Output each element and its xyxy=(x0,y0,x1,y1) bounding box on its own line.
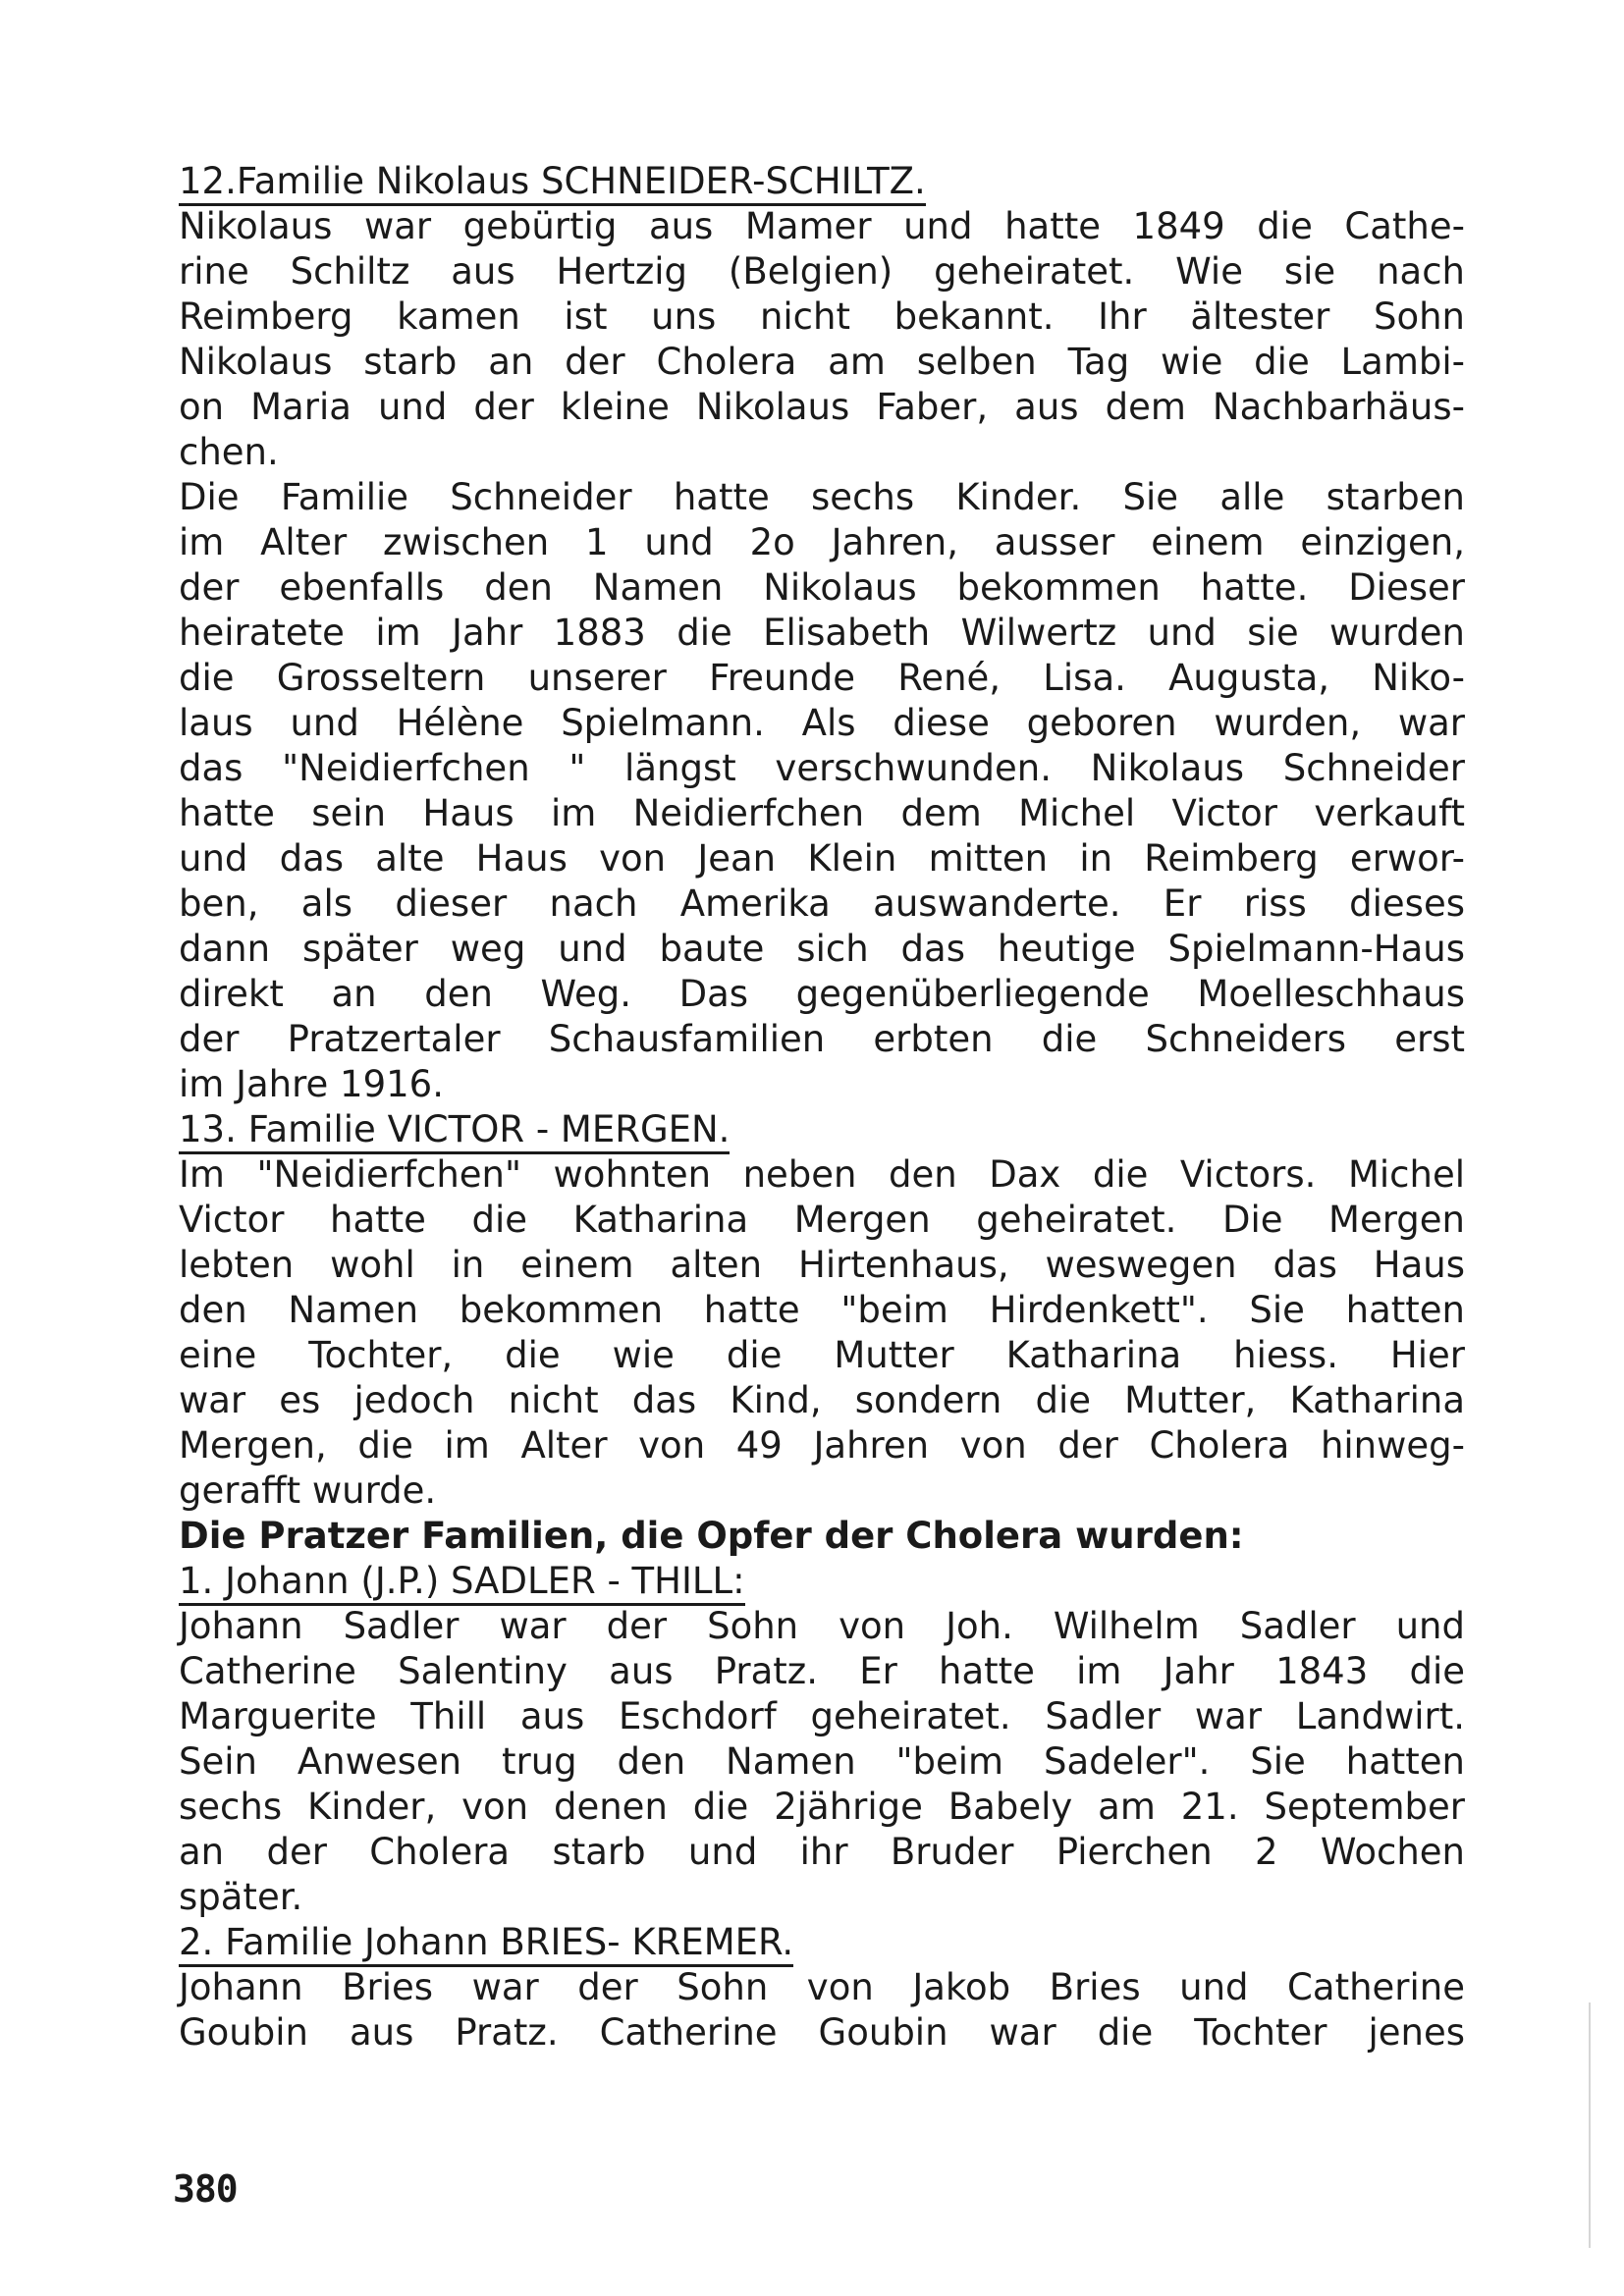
text-line: ben, als dieser nach Amerika auswanderte. Er riss dieses xyxy=(179,882,1465,925)
text-line: Im "Neidierfchen" wohnten neben den Dax die Victors. Michel xyxy=(179,1153,1465,1196)
text-line: chen. xyxy=(179,431,279,473)
section-heading: 13. Familie VICTOR - MERGEN. xyxy=(179,1107,1465,1152)
text-line: on Maria und der kleine Nikolaus Faber, aus dem Nachbarhäus- xyxy=(179,386,1465,428)
text-line: hatte sein Haus im Neidierfchen dem Michel Victor verkauft xyxy=(179,792,1465,834)
text-line: Marguerite Thill aus Eschdorf geheiratet. Sadler war Landwirt. xyxy=(179,1695,1465,1737)
text-line: Goubin aus Pratz. Catherine Goubin war die Tochter jenes xyxy=(179,2011,1465,2054)
text-line: Catherine Salentiny aus Pratz. Er hatte im Jahr 1843 die xyxy=(179,1650,1465,1692)
text-line: heiratete im Jahr 1883 die Elisabeth Wilwertz und sie wurden xyxy=(179,612,1465,654)
bold-heading: Die Pratzer Familien, die Opfer der Cholera wurden: xyxy=(179,1515,1244,1557)
section-heading: 12.Familie Nikolaus SCHNEIDER-SCHILTZ. xyxy=(179,159,1465,204)
text-line: der Pratzertaler Schausfamilien erbten die Schneiders erst xyxy=(179,1018,1465,1060)
text-line: war es jedoch nicht das Kind, sondern die Mutter, Katharina xyxy=(179,1379,1465,1421)
text-line: direkt an den Weg. Das gegenüberliegende Moelleschhaus xyxy=(179,973,1465,1015)
text-line: der ebenfalls den Namen Nikolaus bekommen hatte. Dieser xyxy=(179,566,1465,609)
text-line: und das alte Haus von Jean Klein mitten in Reimberg erwor- xyxy=(179,837,1465,880)
text-line: sechs Kinder, von denen die 2jährige Babely am 21. September xyxy=(179,1786,1465,1828)
text-line: eine Tochter, die wie die Mutter Katharina hiess. Hier xyxy=(179,1334,1465,1376)
text-line: rine Schiltz aus Hertzig (Belgien) geheiratet. Wie sie nach xyxy=(179,250,1465,293)
text-line: Reimberg kamen ist uns nicht bekannt. Ihr ältester Sohn xyxy=(179,295,1465,338)
text-line: gerafft wurde. xyxy=(179,1469,437,1512)
text-line: später. xyxy=(179,1876,303,1918)
text-line: das "Neidierfchen " längst verschwunden. Nikolaus Schneider xyxy=(179,747,1465,789)
text-line: die Grosseltern unserer Freunde René, Lisa. Augusta, Niko- xyxy=(179,657,1465,699)
text-line: laus und Hélène Spielmann. Als diese geboren wurden, war xyxy=(179,702,1465,744)
text-line: Victor hatte die Katharina Mergen geheiratet. Die Mergen xyxy=(179,1199,1465,1241)
text-line: an der Cholera starb und ihr Bruder Pierchen 2 Wochen xyxy=(179,1831,1465,1873)
text-line: Nikolaus war gebürtig aus Mamer und hatte 1849 die Cathe- xyxy=(179,205,1465,247)
text-line: Johann Sadler war der Sohn von Joh. Wilhelm Sadler und xyxy=(179,1605,1465,1647)
text-line: Nikolaus starb an der Cholera am selben Tag wie die Lambi- xyxy=(179,341,1465,383)
section-heading: 2. Familie Johann BRIES- KREMER. xyxy=(179,1920,1465,1965)
text-line: Sein Anwesen trug den Namen "beim Sadeler". Sie hatten xyxy=(179,1740,1465,1783)
page-body xyxy=(179,159,1465,2056)
text-line: den Namen bekommen hatte "beim Hirdenkett". Sie hatten xyxy=(179,1289,1465,1331)
text-line: lebten wohl in einem alten Hirtenhaus, weswegen das Haus xyxy=(179,1244,1465,1286)
text-line: Die Familie Schneider hatte sechs Kinder. Sie alle starben xyxy=(179,476,1465,518)
text-line: dann später weg und baute sich das heutige Spielmann-Haus xyxy=(179,928,1465,970)
page-number: 380 xyxy=(173,2167,238,2211)
text-line: im Jahre 1916. xyxy=(179,1063,444,1105)
text-line: Johann Bries war der Sohn von Jakob Bries und Catherine xyxy=(179,1966,1465,2008)
scan-edge-shadow xyxy=(1589,2002,1591,2248)
text-line: im Alter zwischen 1 und 2o Jahren, ausser einem einzigen, xyxy=(179,521,1465,563)
text-line: Mergen, die im Alter von 49 Jahren von der Cholera hinweg- xyxy=(179,1424,1465,1467)
section-heading: 1. Johann (J.P.) SADLER - THILL: xyxy=(179,1559,1465,1604)
